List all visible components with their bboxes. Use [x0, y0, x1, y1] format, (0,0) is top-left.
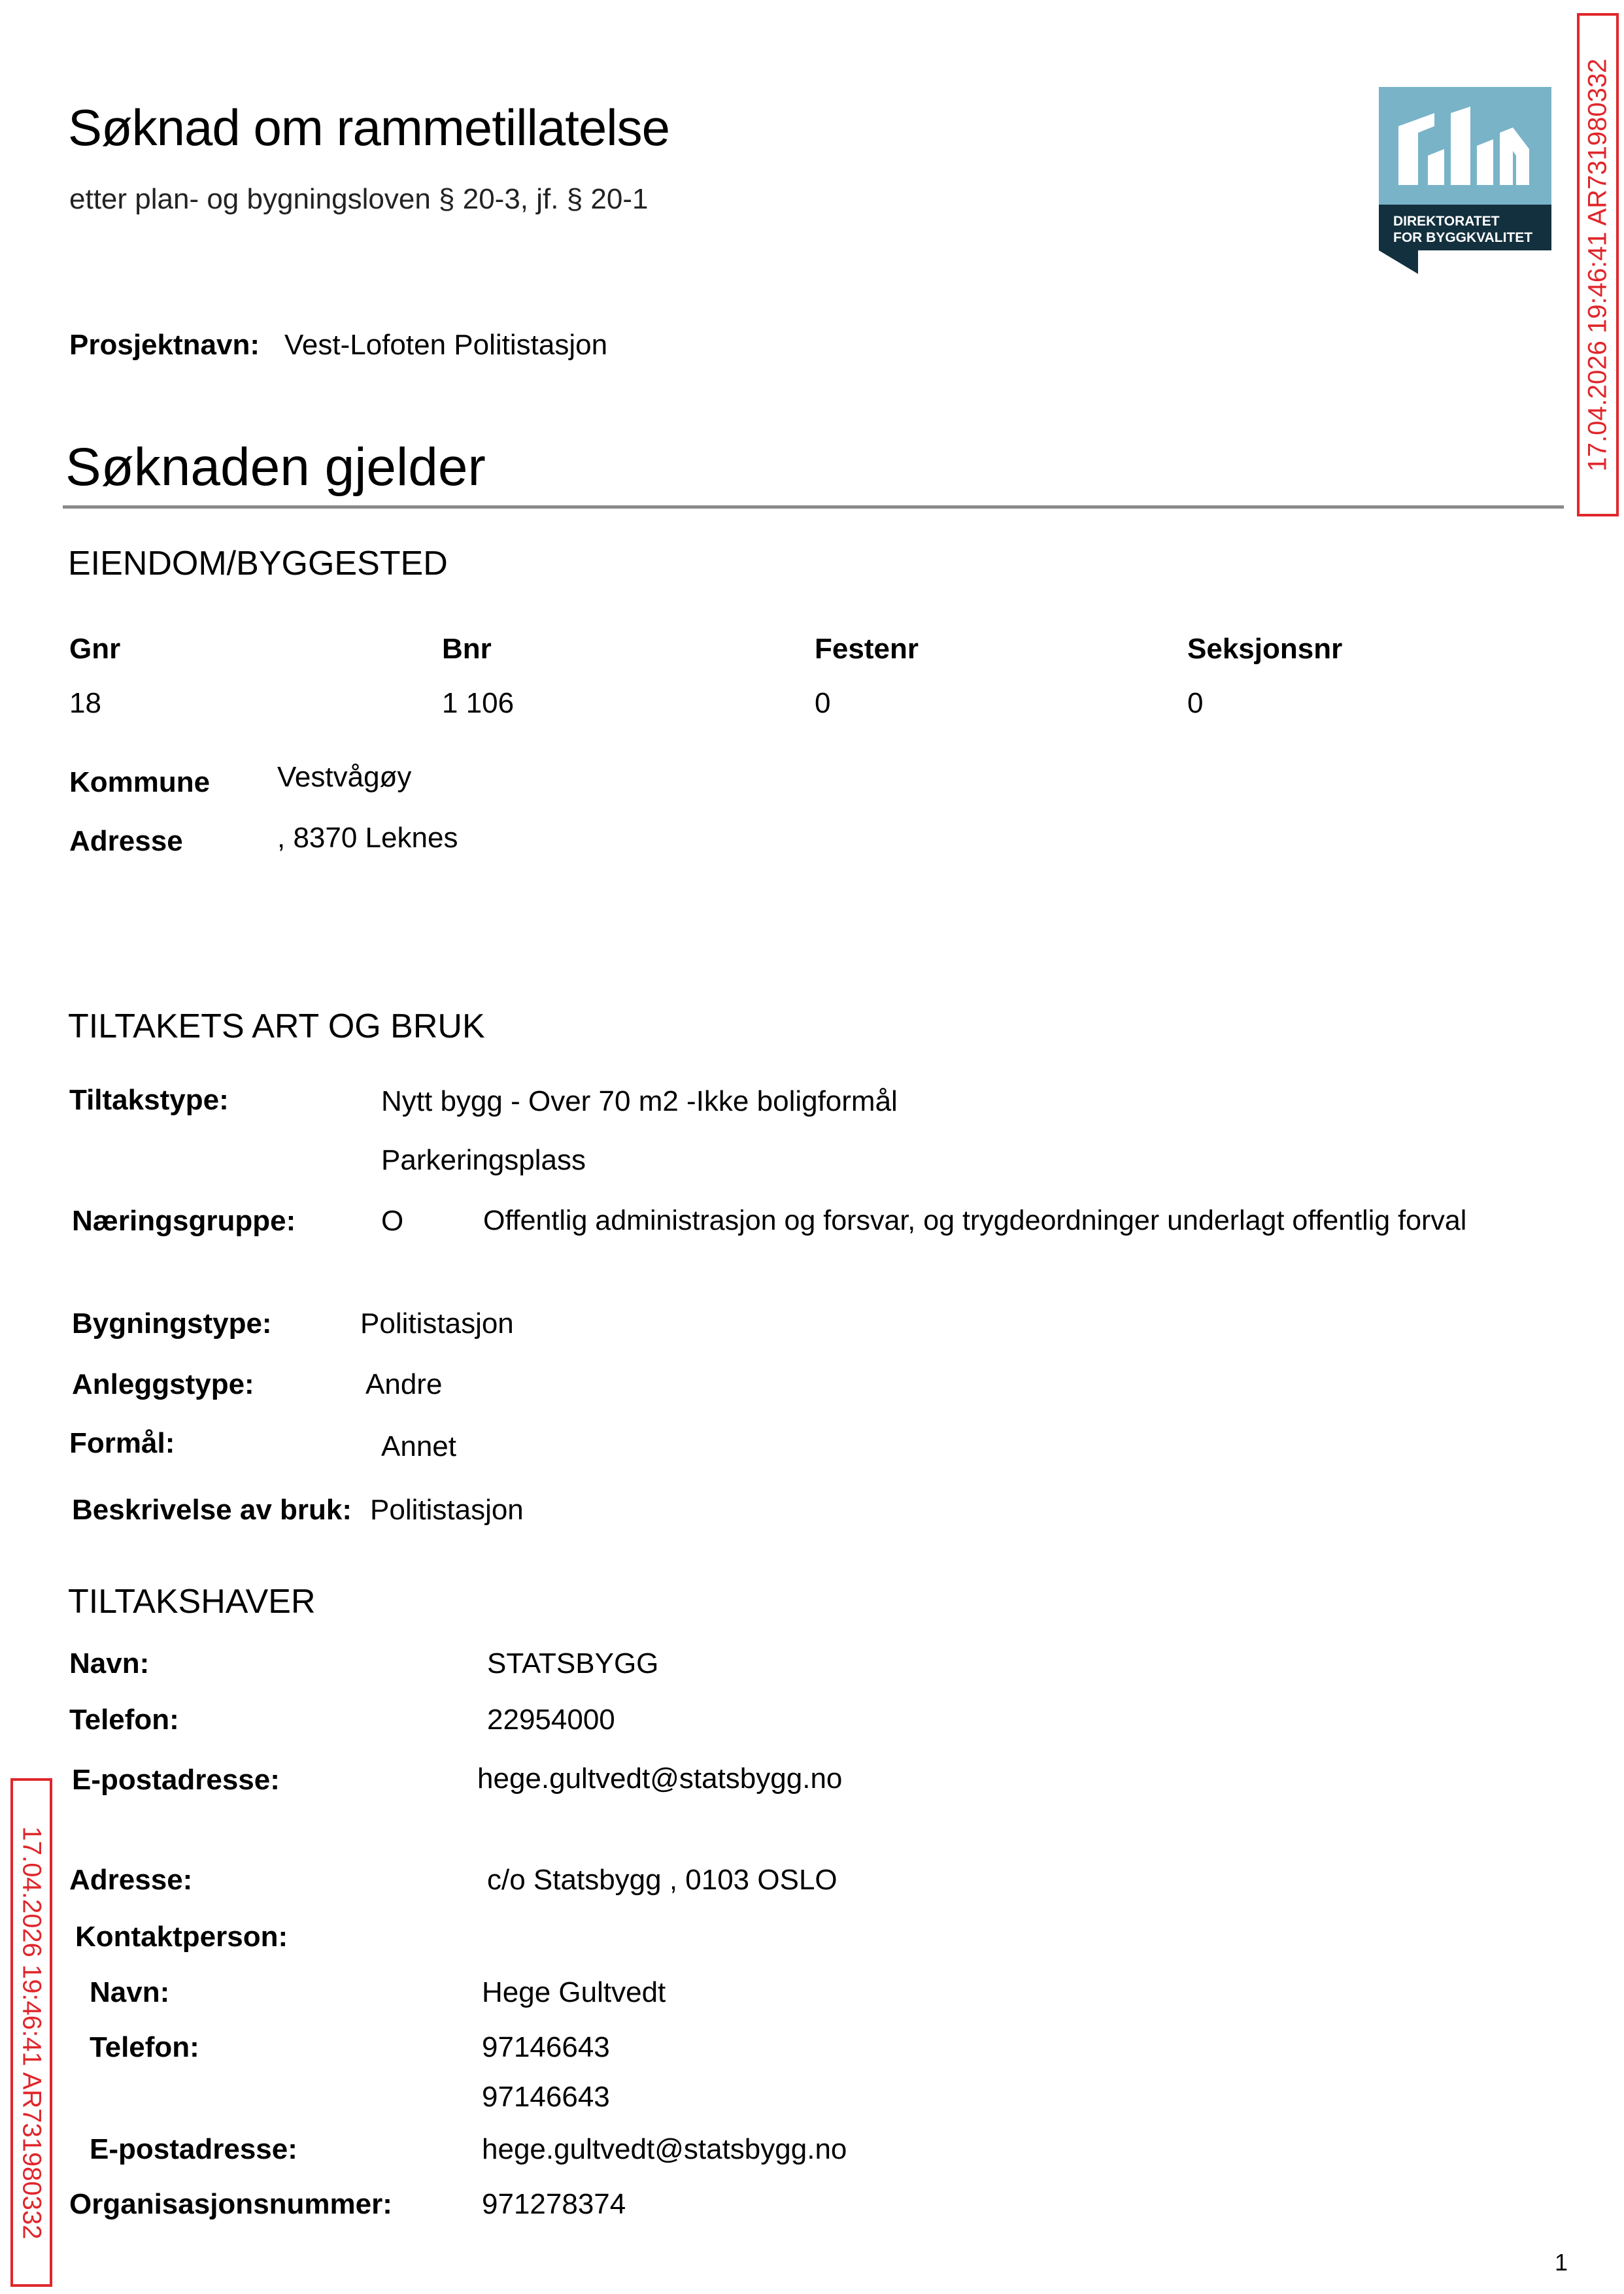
- kontakt-telefon-value-1: 97146643: [482, 2031, 610, 2063]
- dibk-logo: [1379, 87, 1551, 274]
- stamp-text-top: 17.04.2026 19:46:41 AR731980332: [1583, 58, 1612, 471]
- tiltakshaver-telefon-label: Telefon:: [69, 1704, 179, 1736]
- tiltakshaver-navn-value: STATSBYGG: [487, 1647, 659, 1679]
- tiltakshaver-adresse-label: Adresse:: [69, 1864, 193, 1896]
- page-subtitle: etter plan- og bygningsloven § 20-3, jf. § 20-1: [69, 183, 649, 215]
- tiltakstype-label: Tiltakstype:: [69, 1084, 229, 1116]
- tiltakstype-value-2: Parkeringsplass: [381, 1144, 586, 1176]
- kontaktperson-label: Kontaktperson:: [75, 1921, 288, 1953]
- building-logo-icon: [1379, 87, 1551, 274]
- page-number: 1: [1555, 2249, 1568, 2276]
- festenr-label: Festenr: [815, 633, 919, 665]
- naeringsgruppe-code: O: [381, 1205, 404, 1237]
- bnr-value: 1 106: [442, 687, 515, 719]
- seksjonsnr-value: 0: [1187, 687, 1204, 719]
- tiltakshaver-epost-value: hege.gultvedt@statsbygg.no: [477, 1763, 843, 1795]
- orgnr-label: Organisasjonsnummer:: [69, 2188, 392, 2220]
- logo-text-line1: DIREKTORATET: [1393, 214, 1500, 229]
- tiltakshaver-navn-label: Navn:: [69, 1647, 150, 1679]
- page-title: Søknad om rammetillatelse: [68, 99, 669, 156]
- kontakt-navn-label: Navn:: [90, 1976, 170, 2008]
- bygningstype-label: Bygningstype:: [72, 1307, 272, 1340]
- festenr-value: 0: [815, 687, 831, 719]
- tiltakshaver-adresse-value: c/o Statsbygg , 0103 OSLO: [487, 1864, 837, 1896]
- adresse-label: Adresse: [69, 825, 183, 857]
- kontakt-epost-value: hege.gultvedt@statsbygg.no: [482, 2133, 847, 2165]
- formal-value: Annet: [381, 1430, 456, 1462]
- tiltakstype-value-1: Nytt bygg - Over 70 m2 -Ikke boligformål: [381, 1085, 898, 1117]
- seksjonsnr-label: Seksjonsnr: [1187, 633, 1343, 665]
- bnr-label: Bnr: [442, 633, 492, 665]
- formal-label: Formål:: [69, 1427, 175, 1459]
- beskrivelse-label: Beskrivelse av bruk:: [72, 1494, 352, 1526]
- tiltakshaver-telefon-value: 22954000: [487, 1704, 615, 1736]
- timestamp-stamp-top: [1577, 13, 1619, 516]
- orgnr-value: 971278374: [482, 2188, 626, 2220]
- project-label: Prosjektnavn:: [69, 329, 260, 361]
- project-value: Vest-Lofoten Politistasjon: [284, 329, 608, 361]
- tiltakshaver-heading: TILTAKSHAVER: [68, 1583, 316, 1621]
- bygningstype-value: Politistasjon: [360, 1307, 514, 1340]
- beskrivelse-value: Politistasjon: [370, 1494, 524, 1526]
- timestamp-stamp-bottom: [10, 1778, 52, 2287]
- gnr-label: Gnr: [69, 633, 121, 665]
- adresse-value: , 8370 Leknes: [277, 822, 458, 854]
- anleggstype-label: Anleggstype:: [72, 1368, 254, 1400]
- gnr-value: 18: [69, 687, 101, 719]
- anleggstype-value: Andre: [365, 1368, 443, 1400]
- kommune-label: Kommune: [69, 766, 211, 798]
- property-heading: EIENDOM/BYGGESTED: [68, 545, 448, 582]
- kontakt-telefon-label: Telefon:: [90, 2031, 199, 2063]
- kontakt-navn-value: Hege Gultvedt: [482, 1976, 666, 2008]
- tiltak-heading: TILTAKETS ART OG BRUK: [68, 1007, 485, 1045]
- tiltakshaver-epost-label: E-postadresse:: [72, 1764, 280, 1796]
- section-title: Søknaden gjelder: [65, 437, 486, 497]
- logo-text-line2: FOR BYGGKVALITET: [1393, 230, 1533, 245]
- naeringsgruppe-label: Næringsgruppe:: [72, 1205, 296, 1237]
- stamp-text-bottom: 17.04.2026 19:46:41 AR731980332: [17, 1826, 46, 2239]
- section-divider: [63, 505, 1564, 509]
- naeringsgruppe-text: Offentlig administrasjon og forsvar, og trygdeordninger underlagt offentlig forval: [483, 1205, 1467, 1236]
- kontakt-epost-label: E-postadresse:: [90, 2133, 297, 2165]
- kommune-value: Vestvågøy: [277, 761, 412, 793]
- kontakt-telefon-value-2: 97146643: [482, 2081, 610, 2113]
